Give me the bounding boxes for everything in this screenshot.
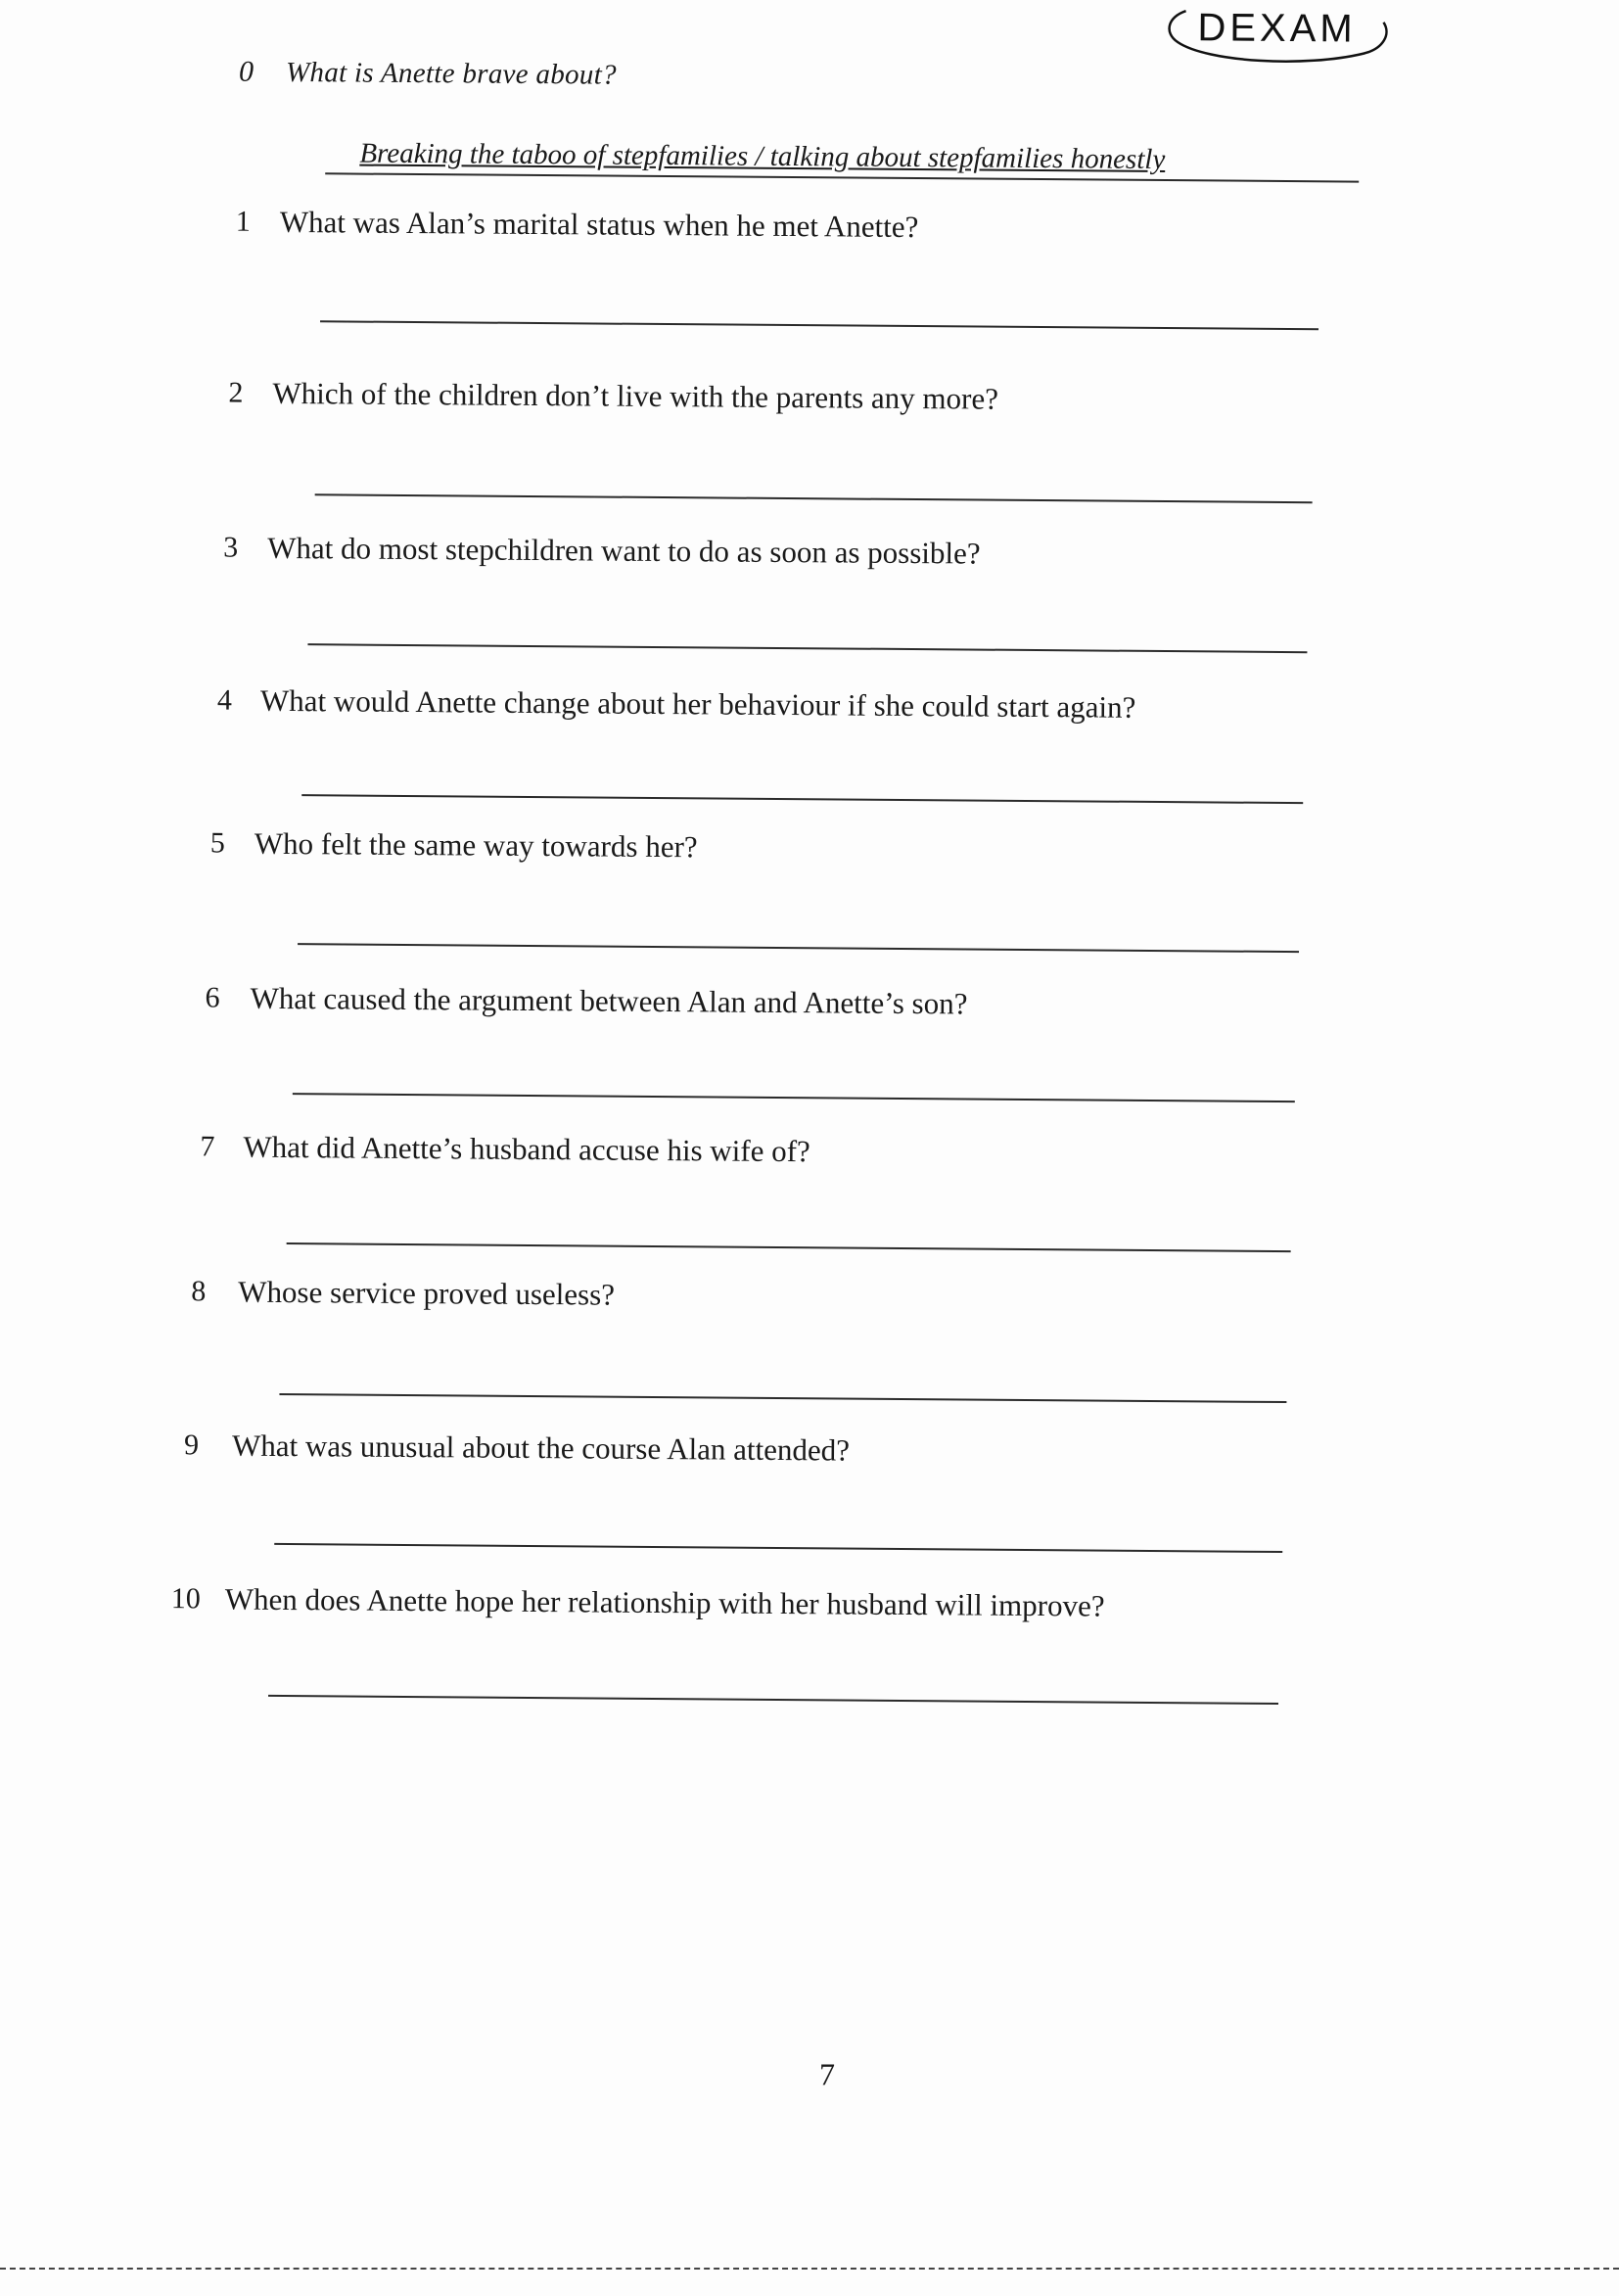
answer-line[interactable] bbox=[301, 794, 1303, 804]
question-number: 6 bbox=[205, 981, 220, 1014]
question-number: 4 bbox=[216, 683, 233, 717]
page-number: 7 bbox=[818, 2056, 836, 2092]
answer-line[interactable] bbox=[298, 943, 1299, 953]
question-number: 1 bbox=[235, 205, 251, 238]
question-number: 3 bbox=[223, 531, 239, 564]
svg-text:DEXAM: DEXAM bbox=[1197, 6, 1357, 51]
question-number: 5 bbox=[209, 826, 225, 860]
question-number: 2 bbox=[228, 376, 244, 409]
dexam-stamp bbox=[1148, 3, 1404, 78]
question-text: What did Anette’s husband accuse his wife of? bbox=[243, 1129, 810, 1169]
answer-line[interactable] bbox=[268, 1695, 1278, 1705]
question-text: When does Anette hope her relationship with her husband will improve? bbox=[224, 1581, 1105, 1623]
question-text: What would Anette change about her behaviour if she could start again? bbox=[259, 682, 1136, 725]
answer-line[interactable] bbox=[293, 1093, 1295, 1102]
example-answer: Breaking the taboo of stepfamilies / talking about stepfamilies honestly bbox=[359, 137, 1166, 176]
question-number: 9 bbox=[183, 1429, 200, 1462]
answer-line[interactable] bbox=[274, 1543, 1282, 1553]
question-text: Which of the children don’t live with the parents any more? bbox=[272, 375, 999, 416]
page-edge-divider bbox=[0, 2268, 1619, 2270]
answer-line[interactable] bbox=[307, 643, 1307, 653]
question-text: Who felt the same way towards her? bbox=[254, 825, 698, 865]
question-text: What was unusual about the course Alan attended? bbox=[231, 1428, 851, 1468]
answer-line[interactable] bbox=[320, 320, 1318, 330]
example-question: What is Anette brave about? bbox=[285, 56, 617, 91]
question-number: 10 bbox=[170, 1582, 201, 1616]
example-number: 0 bbox=[238, 55, 254, 88]
question-number: 7 bbox=[200, 1130, 215, 1163]
question-text: What was Alan’s marital status when he met Anette? bbox=[279, 204, 919, 245]
question-number: 8 bbox=[191, 1275, 207, 1308]
question-text: Whose service proved useless? bbox=[238, 1274, 616, 1312]
answer-line[interactable] bbox=[315, 493, 1313, 503]
answer-line[interactable] bbox=[279, 1393, 1286, 1403]
answer-line[interactable] bbox=[287, 1242, 1291, 1252]
question-text: What do most stepchildren want to do as soon as possible? bbox=[267, 530, 981, 571]
question-text: What caused the argument between Alan and Anette’s son? bbox=[250, 980, 968, 1021]
